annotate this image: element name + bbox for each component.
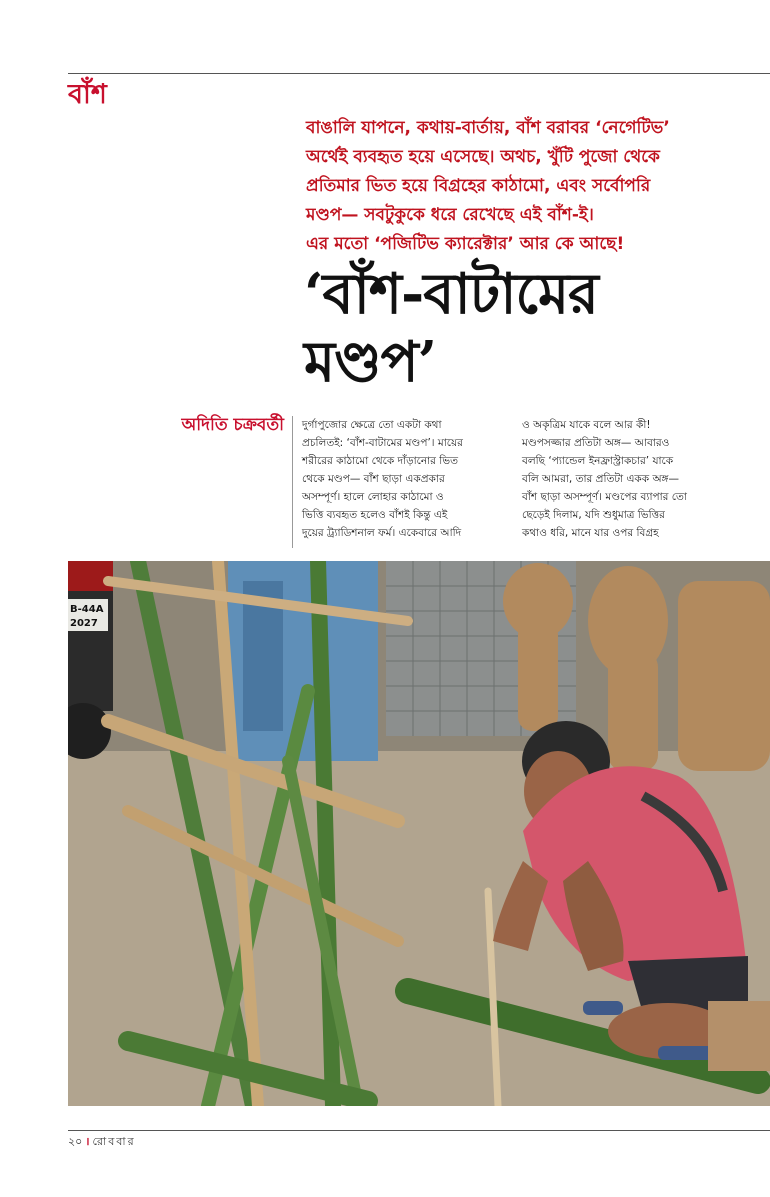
magazine-name: রোববার — [92, 1135, 136, 1148]
body-line: বাঁশ ছাড়া অসম্পূর্ণ। মণ্ডপের ব্যাপার তো — [522, 491, 687, 503]
body-line: শরীরের কাঠামো থেকে দাঁড়ানোর ভিত — [302, 455, 458, 467]
byline: অদিতি চক্রবর্তী — [181, 415, 284, 435]
body-line: মণ্ডপসজ্জার প্রতিটা অঙ্গ— আবারও — [522, 437, 670, 449]
standfirst-line: বাঙালি যাপনে, কথায়-বার্তায়, বাঁশ বরাবর ‘নেগেটিভ’ — [306, 118, 670, 138]
body-line: দুর্গাপুজোর ক্ষেত্রে তো একটা কথা — [302, 419, 442, 431]
standfirst-line: এর মতো ‘পজিটিভ ক্যারেক্টার’ আর কে আছে! — [306, 234, 625, 254]
headline-line: ‘বাঁশ-বাটামের — [304, 261, 598, 327]
body-column-1 — [302, 416, 514, 542]
footer-separator: । — [85, 1135, 90, 1148]
body-line: বলি আমরা, তার প্রতিটা একক অঙ্গ— — [522, 473, 680, 485]
page-footer — [68, 1134, 136, 1150]
body-line: অসম্পূর্ণ। হালে লোহার কাঠামো ও — [302, 491, 444, 503]
standfirst — [306, 114, 754, 259]
body-line: থেকে মণ্ডপ— বাঁশ ছাড়া একপ্রকার — [302, 473, 445, 485]
standfirst-line: অর্থেই ব্যবহৃত হয়ে এসেছে। অথচ, খুঁটি পুজো থেকে — [306, 147, 660, 167]
bottom-rule — [68, 1130, 770, 1131]
section-label: বাঁশ — [68, 79, 107, 110]
body-line: বলছি ‘প্যান্ডেল ইনফ্রাস্ট্রাকচার’ যাকে — [522, 455, 674, 467]
standfirst-line: প্রতিমার ভিত হয়ে বিগ্রহের কাঠামো, এবং সর্বোপরি — [306, 176, 651, 196]
top-rule — [68, 73, 770, 74]
body-line: দুয়ের ট্র্যাডিশনাল ফর্ম। একেবারে আদি — [302, 527, 462, 539]
headline — [304, 260, 744, 396]
body-line: প্রচলিতই: ‘বাঁশ-বাটামের মণ্ডপ’। মায়ের — [302, 437, 463, 449]
body-line: ও অকৃত্রিম যাকে বলে আর কী! — [522, 419, 651, 431]
number-plate-bottom: 2027 — [70, 618, 98, 629]
body-line: কথাও ধরি, মানে যার ওপর বিগ্রহ — [522, 527, 659, 539]
number-plate-top: B-44A — [70, 604, 104, 615]
body-column-2 — [522, 416, 734, 542]
standfirst-line: মণ্ডপ— সবটুকুকে ধরে রেখেছে এই বাঁশ-ই। — [306, 205, 594, 225]
column-rule — [292, 416, 293, 548]
headline-line: মণ্ডপ’ — [304, 329, 437, 395]
body-line: ছেড়েই দিলাম, যদি শুধুমাত্র ভিত্তির — [522, 509, 665, 521]
body-line: ভিত্তি ব্যবহৃত হলেও বাঁশই কিন্তু এই — [302, 509, 448, 521]
article-photo — [68, 561, 770, 1106]
page-number: ২০ — [68, 1135, 83, 1148]
